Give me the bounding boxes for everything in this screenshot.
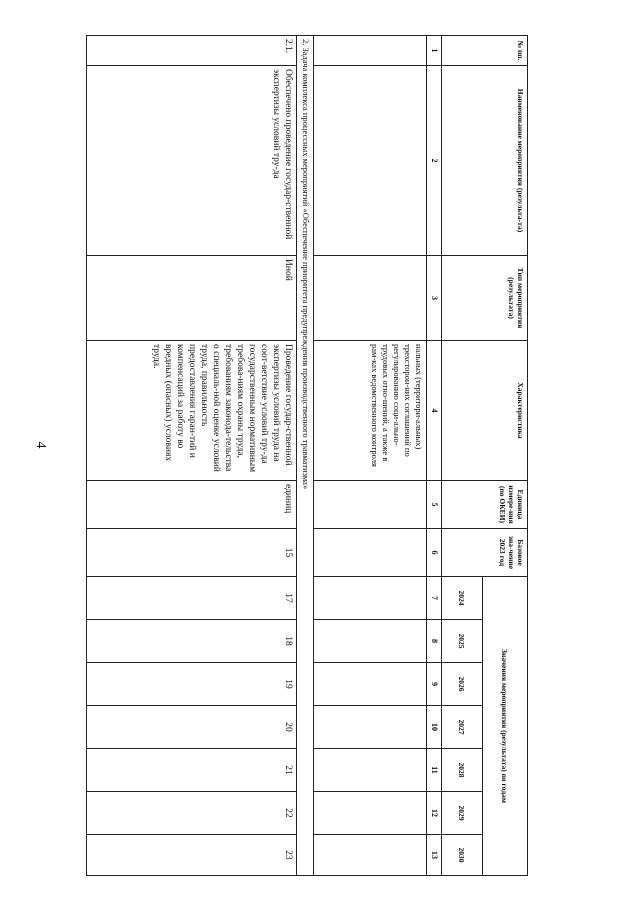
header-year: 2026 <box>442 663 483 706</box>
column-index: 1 <box>427 36 442 66</box>
column-index: 6 <box>427 529 442 577</box>
year-value: 19 <box>87 663 297 706</box>
header-name: Наименование мероприятия (результа-та) <box>442 66 528 256</box>
task-row <box>297 36 314 876</box>
header-year: 2028 <box>442 749 483 792</box>
column-index: 3 <box>427 256 442 341</box>
column-index: 13 <box>427 835 442 876</box>
column-index: 5 <box>427 481 442 529</box>
column-index: 7 <box>427 577 442 620</box>
column-index: 9 <box>427 663 442 706</box>
measures-table <box>86 35 528 876</box>
table-row <box>87 36 297 876</box>
header-year: 2027 <box>442 706 483 749</box>
column-index: 12 <box>427 792 442 835</box>
unit-value: единиц <box>87 481 297 529</box>
page-number: 4 <box>33 441 48 449</box>
header-year: 2024 <box>442 577 483 620</box>
task-title: 2. Задача комплекса процессных мероприятий «Обеспечение приоритета предупреждения производственного травматизма» <box>297 36 314 876</box>
year-value: 20 <box>87 706 297 749</box>
header-year: 2025 <box>442 620 483 663</box>
column-index-row <box>427 36 442 876</box>
header-no: № пп. <box>442 36 528 66</box>
continued-row <box>314 36 427 876</box>
base-value: 15 <box>87 529 297 577</box>
header-values-by-year: Значения мероприятия (результата) по годам <box>483 577 528 876</box>
column-index: 10 <box>427 706 442 749</box>
header-characteristic: Характеристика <box>442 341 528 481</box>
header-type: Тип мероприятия (результата) <box>442 256 528 341</box>
column-index: 11 <box>427 749 442 792</box>
column-index: 4 <box>427 341 442 481</box>
header-year: 2030 <box>442 835 483 876</box>
rotated-table-sheet <box>88 35 528 875</box>
measure-characteristic: Проведение государ-ственной экспертизы условий труда на соот-ветствие условий тру-да государственным нормативным требова-ниям охраны труда, требованиям законода-тельства о специаль-ной оценке условий труда, правильность предоставления гаран-тий и компенсаций за работу во вредных (опасных) условиях труда. <box>87 341 297 481</box>
year-value: 18 <box>87 620 297 663</box>
column-index: 2 <box>427 66 442 256</box>
measure-type: Иной <box>87 256 297 341</box>
table-frame <box>88 35 528 875</box>
year-value: 21 <box>87 749 297 792</box>
column-index: 8 <box>427 620 442 663</box>
year-value: 17 <box>87 577 297 620</box>
year-value: 22 <box>87 792 297 835</box>
continued-characteristic: нальных (территори-альных) трехсторон-них соглашений по регулированию соци-ально-трудовых отно-шений, а также в рам-ках ведомственного контроля <box>314 341 427 481</box>
header-row-group <box>483 36 528 876</box>
header-year: 2029 <box>442 792 483 835</box>
header-unit: Единица измере-ния (по ОКЕИ) <box>442 481 528 529</box>
header-base-value: Базовое зна-чение 2023 год <box>442 529 528 577</box>
year-value: 23 <box>87 835 297 876</box>
row-number: 2.1. <box>87 36 297 66</box>
measure-name: Обеспечено проведение государ-ственной экспертизы условий тру-да <box>87 66 297 256</box>
